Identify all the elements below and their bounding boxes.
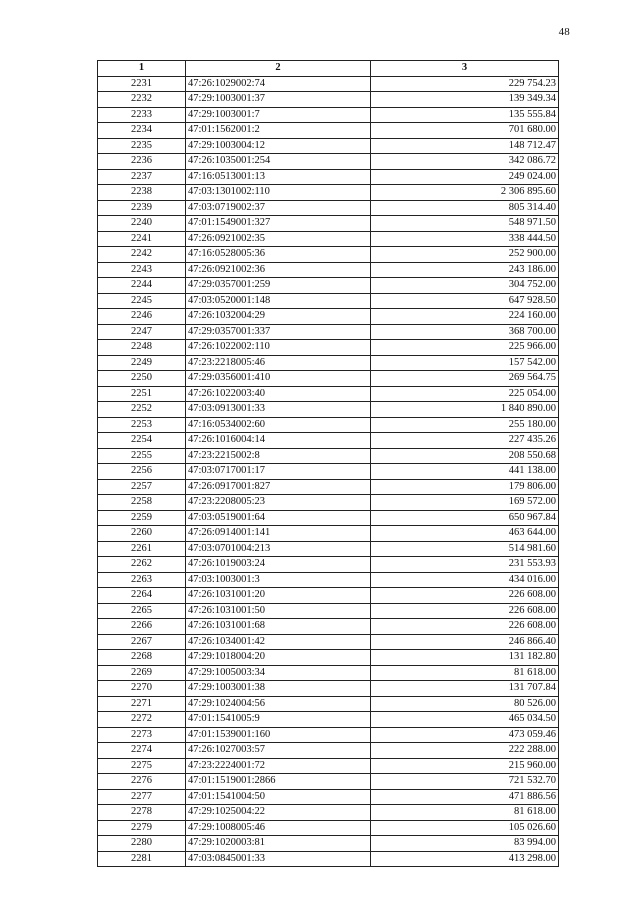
cadastral-number-cell: 47:16:0534002:60 [186,417,371,433]
table-row [98,836,559,852]
cadastral-number-cell: 47:29:0357001:337 [186,324,371,340]
table-row [98,293,559,309]
cadastral-number-cell: 47:29:1008005:46 [186,820,371,836]
value-cell: 338 444.50 [371,231,559,247]
row-index-cell: 2254 [98,433,186,449]
cadastral-number-cell: 47:29:1018004:20 [186,650,371,666]
cadastral-number-cell: 47:29:1003004:12 [186,138,371,154]
value-cell: 229 754.23 [371,76,559,92]
value-cell: 650 967.84 [371,510,559,526]
value-cell: 227 435.26 [371,433,559,449]
table-row [98,185,559,201]
cadastral-number-cell: 47:29:0356001:410 [186,371,371,387]
cadastral-number-cell: 47:29:1005003:34 [186,665,371,681]
row-index-cell: 2261 [98,541,186,557]
cadastral-number-cell: 47:26:1019003:24 [186,557,371,573]
value-cell: 647 928.50 [371,293,559,309]
value-cell: 434 016.00 [371,572,559,588]
table-row [98,557,559,573]
row-index-cell: 2248 [98,340,186,356]
row-index-cell: 2274 [98,743,186,759]
value-cell: 81 618.00 [371,665,559,681]
table-row [98,650,559,666]
value-cell: 243 186.00 [371,262,559,278]
value-cell: 226 608.00 [371,603,559,619]
row-index-cell: 2244 [98,278,186,294]
row-index-cell: 2251 [98,386,186,402]
row-index-cell: 2256 [98,464,186,480]
table-row [98,169,559,185]
table-row [98,495,559,511]
cadastral-number-cell: 47:26:1034001:42 [186,634,371,650]
table-row [98,402,559,418]
value-cell: 1 840 890.00 [371,402,559,418]
cadastral-number-cell: 47:03:1003001:3 [186,572,371,588]
row-index-cell: 2279 [98,820,186,836]
value-cell: 135 555.84 [371,107,559,123]
cadastral-number-cell: 47:26:1016004:14 [186,433,371,449]
table-row [98,805,559,821]
table-row [98,309,559,325]
value-cell: 463 644.00 [371,526,559,542]
table-row [98,154,559,170]
cadastral-number-cell: 47:26:0914001:141 [186,526,371,542]
table-row [98,386,559,402]
row-index-cell: 2253 [98,417,186,433]
cadastral-number-cell: 47:29:1003001:38 [186,681,371,697]
table-row [98,526,559,542]
cadastral-number-cell: 47:26:0921002:35 [186,231,371,247]
table-row [98,324,559,340]
table-body [98,76,559,867]
cadastral-number-cell: 47:03:0701004:213 [186,541,371,557]
row-index-cell: 2262 [98,557,186,573]
value-cell: 222 288.00 [371,743,559,759]
row-index-cell: 2260 [98,526,186,542]
row-index-cell: 2269 [98,665,186,681]
value-cell: 231 553.93 [371,557,559,573]
table-row [98,216,559,232]
value-cell: 368 700.00 [371,324,559,340]
row-index-cell: 2267 [98,634,186,650]
value-cell: 105 026.60 [371,820,559,836]
cadastral-number-cell: 47:01:1549001:327 [186,216,371,232]
cadastral-number-cell: 47:01:1541004:50 [186,789,371,805]
table-row [98,619,559,635]
row-index-cell: 2276 [98,774,186,790]
table-row [98,789,559,805]
value-cell: 471 886.56 [371,789,559,805]
cadastral-number-cell: 47:01:1539001:160 [186,727,371,743]
value-cell: 226 608.00 [371,619,559,635]
value-cell: 2 306 895.60 [371,185,559,201]
value-cell: 255 180.00 [371,417,559,433]
table-row [98,464,559,480]
table-row [98,76,559,92]
value-cell: 441 138.00 [371,464,559,480]
cadastral-number-cell: 47:03:1301002:110 [186,185,371,201]
value-cell: 131 182.80 [371,650,559,666]
cadastral-number-cell: 47:26:1031001:68 [186,619,371,635]
cadastral-number-cell: 47:03:0519001:64 [186,510,371,526]
value-cell: 215 960.00 [371,758,559,774]
cadastral-number-cell: 47:03:0845001:33 [186,851,371,867]
value-cell: 226 608.00 [371,588,559,604]
cadastral-number-cell: 47:26:1022003:40 [186,386,371,402]
table-row [98,417,559,433]
value-cell: 269 564.75 [371,371,559,387]
row-index-cell: 2240 [98,216,186,232]
cadastral-number-cell: 47:16:0513001:13 [186,169,371,185]
value-cell: 246 866.40 [371,634,559,650]
cadastral-number-cell: 47:26:1022002:110 [186,340,371,356]
table-row [98,727,559,743]
table-row [98,774,559,790]
row-index-cell: 2275 [98,758,186,774]
row-index-cell: 2237 [98,169,186,185]
table-row [98,355,559,371]
cadastral-number-cell: 47:01:1541005:9 [186,712,371,728]
row-index-cell: 2277 [98,789,186,805]
table-row [98,138,559,154]
row-index-cell: 2241 [98,231,186,247]
table-row [98,634,559,650]
row-index-cell: 2257 [98,479,186,495]
value-cell: 721 532.70 [371,774,559,790]
table-row [98,712,559,728]
table-row [98,572,559,588]
row-index-cell: 2280 [98,836,186,852]
table-row [98,262,559,278]
value-cell: 80 526.00 [371,696,559,712]
cadastral-number-cell: 47:23:2218005:46 [186,355,371,371]
table-row [98,107,559,123]
table-row [98,696,559,712]
table-row [98,665,559,681]
row-index-cell: 2271 [98,696,186,712]
row-index-cell: 2234 [98,123,186,139]
cadastral-number-cell: 47:29:1003001:37 [186,92,371,108]
row-index-cell: 2238 [98,185,186,201]
value-cell: 252 900.00 [371,247,559,263]
value-cell: 473 059.46 [371,727,559,743]
table-row [98,681,559,697]
cadastral-number-cell: 47:26:1029002:74 [186,76,371,92]
value-cell: 805 314.40 [371,200,559,216]
cadastral-number-cell: 47:29:1025004:22 [186,805,371,821]
table-row [98,541,559,557]
value-cell: 131 707.84 [371,681,559,697]
cadastral-number-cell: 47:03:0520001:148 [186,293,371,309]
cadastral-number-cell: 47:26:1035001:254 [186,154,371,170]
row-index-cell: 2270 [98,681,186,697]
row-index-cell: 2239 [98,200,186,216]
row-index-cell: 2265 [98,603,186,619]
value-cell: 81 618.00 [371,805,559,821]
value-cell: 342 086.72 [371,154,559,170]
value-cell: 225 966.00 [371,340,559,356]
cadastral-number-cell: 47:03:0913001:33 [186,402,371,418]
table-row [98,340,559,356]
row-index-cell: 2264 [98,588,186,604]
row-index-cell: 2263 [98,572,186,588]
registry-table [97,60,559,867]
table-row [98,247,559,263]
cadastral-number-cell: 47:26:1027003:57 [186,743,371,759]
row-index-cell: 2281 [98,851,186,867]
table-row [98,231,559,247]
cadastral-number-cell: 47:26:1031001:20 [186,588,371,604]
row-index-cell: 2255 [98,448,186,464]
row-index-cell: 2232 [98,92,186,108]
row-index-cell: 2247 [98,324,186,340]
value-cell: 208 550.68 [371,448,559,464]
row-index-cell: 2231 [98,76,186,92]
row-index-cell: 2235 [98,138,186,154]
row-index-cell: 2249 [98,355,186,371]
cadastral-number-cell: 47:03:0717001:17 [186,464,371,480]
row-index-cell: 2268 [98,650,186,666]
row-index-cell: 2250 [98,371,186,387]
value-cell: 465 034.50 [371,712,559,728]
row-index-cell: 2233 [98,107,186,123]
value-cell: 548 971.50 [371,216,559,232]
value-cell: 249 024.00 [371,169,559,185]
table-row [98,92,559,108]
row-index-cell: 2278 [98,805,186,821]
cadastral-number-cell: 47:16:0528005:36 [186,247,371,263]
cadastral-number-cell: 47:23:2215002:8 [186,448,371,464]
header-row [98,61,559,77]
row-index-cell: 2236 [98,154,186,170]
table-row [98,123,559,139]
table-row [98,200,559,216]
cadastral-number-cell: 47:01:1562001:2 [186,123,371,139]
value-cell: 83 994.00 [371,836,559,852]
row-index-cell: 2246 [98,309,186,325]
value-cell: 225 054.00 [371,386,559,402]
table-row [98,603,559,619]
cadastral-number-cell: 47:23:2224001:72 [186,758,371,774]
value-cell: 169 572.00 [371,495,559,511]
table-row [98,743,559,759]
cadastral-number-cell: 47:29:1024004:56 [186,696,371,712]
column-header-value: 3 [371,61,559,77]
value-cell: 157 542.00 [371,355,559,371]
row-index-cell: 2272 [98,712,186,728]
cadastral-number-cell: 47:26:1032004:29 [186,309,371,325]
value-cell: 304 752.00 [371,278,559,294]
row-index-cell: 2252 [98,402,186,418]
row-index-cell: 2259 [98,510,186,526]
cadastral-number-cell: 47:29:1003001:7 [186,107,371,123]
cadastral-number-cell: 47:26:0917001:827 [186,479,371,495]
row-index-cell: 2266 [98,619,186,635]
table-row [98,851,559,867]
page-number: 48 [558,26,570,38]
row-index-cell: 2242 [98,247,186,263]
cadastral-number-cell: 47:03:0719002:37 [186,200,371,216]
column-header-index: 1 [98,61,186,77]
row-index-cell: 2258 [98,495,186,511]
value-cell: 148 712.47 [371,138,559,154]
cadastral-number-cell: 47:23:2208005:23 [186,495,371,511]
cadastral-number-cell: 47:29:0357001:259 [186,278,371,294]
row-index-cell: 2243 [98,262,186,278]
cadastral-number-cell: 47:29:1020003:81 [186,836,371,852]
value-cell: 701 680.00 [371,123,559,139]
table-row [98,820,559,836]
cadastral-number-cell: 47:26:1031001:50 [186,603,371,619]
table-row [98,371,559,387]
value-cell: 413 298.00 [371,851,559,867]
column-header-cadastral-number: 2 [186,61,371,77]
table-row [98,510,559,526]
table-row [98,433,559,449]
table-row [98,758,559,774]
table-row [98,588,559,604]
cadastral-number-cell: 47:01:1519001:2866 [186,774,371,790]
value-cell: 139 349.34 [371,92,559,108]
table-row [98,479,559,495]
value-cell: 224 160.00 [371,309,559,325]
row-index-cell: 2273 [98,727,186,743]
cadastral-number-cell: 47:26:0921002:36 [186,262,371,278]
table-row [98,278,559,294]
row-index-cell: 2245 [98,293,186,309]
table-row [98,448,559,464]
value-cell: 179 806.00 [371,479,559,495]
value-cell: 514 981.60 [371,541,559,557]
